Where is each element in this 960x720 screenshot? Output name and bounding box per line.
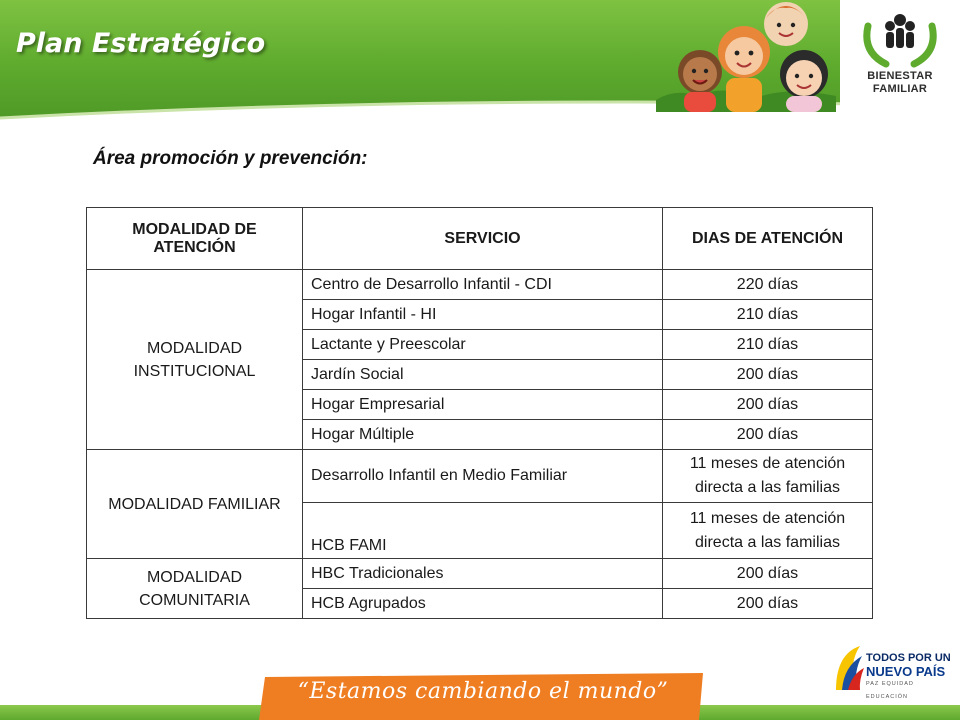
- logo-line-1: BIENESTAR: [867, 70, 933, 82]
- table-header-row: [87, 208, 873, 270]
- table-row: [87, 270, 873, 300]
- servicio-cell: Centro de Desarrollo Infantil - CDI: [303, 270, 663, 300]
- servicio-cell: Lactante y Preescolar: [303, 330, 663, 360]
- section-subtitle: Área promoción y prevención:: [93, 148, 368, 169]
- header-modalidad: MODALIDAD DE ATENCIÓN: [87, 208, 303, 270]
- servicio-cell: Desarrollo Infantil en Medio Familiar: [303, 450, 663, 503]
- modalidad-cell: MODALIDAD INSTITUCIONAL: [87, 270, 303, 450]
- dias-cell: 200 días: [663, 420, 873, 450]
- children-illustration-icon: [656, 0, 836, 112]
- modalidades-table: [86, 207, 873, 619]
- header-dias: DIAS DE ATENCIÓN: [663, 208, 873, 270]
- logo-wordmark: [840, 70, 960, 96]
- header-servicio: SERVICIO: [303, 208, 663, 270]
- dias-cell: 220 días: [663, 270, 873, 300]
- dias-cell: 200 días: [663, 589, 873, 619]
- bienestar-familiar-logo: [840, 0, 960, 118]
- dias-cell: 200 días: [663, 360, 873, 390]
- dias-cell: 11 meses de atención directa a las familias: [663, 503, 873, 559]
- gov-line-2: NUEVO PAÍS: [866, 664, 946, 679]
- bienestar-familiar-logo-icon: [840, 0, 960, 70]
- dias-cell: 210 días: [663, 300, 873, 330]
- dias-cell: 200 días: [663, 559, 873, 589]
- table-row: [87, 450, 873, 503]
- servicio-cell: HCB Agrupados: [303, 589, 663, 619]
- gov-line-3: PAZ EQUIDAD EDUCACIÓN: [866, 681, 914, 700]
- servicio-cell: Hogar Múltiple: [303, 420, 663, 450]
- servicio-cell: Hogar Empresarial: [303, 390, 663, 420]
- page-title: Plan Estratégico: [16, 28, 266, 59]
- dias-cell: 210 días: [663, 330, 873, 360]
- table-row: [87, 559, 873, 589]
- government-wordmark: [866, 652, 958, 704]
- servicio-cell: HBC Tradicionales: [303, 559, 663, 589]
- gov-line-1: TODOS POR UN: [866, 652, 951, 664]
- dias-cell: 11 meses de atención directa a las familias: [663, 450, 873, 503]
- servicio-cell: HCB FAMI: [303, 503, 663, 559]
- servicio-cell: Jardín Social: [303, 360, 663, 390]
- dias-cell: 200 días: [663, 390, 873, 420]
- slogan-text: “Estamos cambiando el mundo”: [297, 679, 669, 704]
- logo-line-2: FAMILIAR: [872, 83, 928, 95]
- servicio-cell: Hogar Infantil - HI: [303, 300, 663, 330]
- modalidad-cell: MODALIDAD COMUNITARIA: [87, 559, 303, 619]
- modalidad-cell: MODALIDAD FAMILIAR: [87, 450, 303, 559]
